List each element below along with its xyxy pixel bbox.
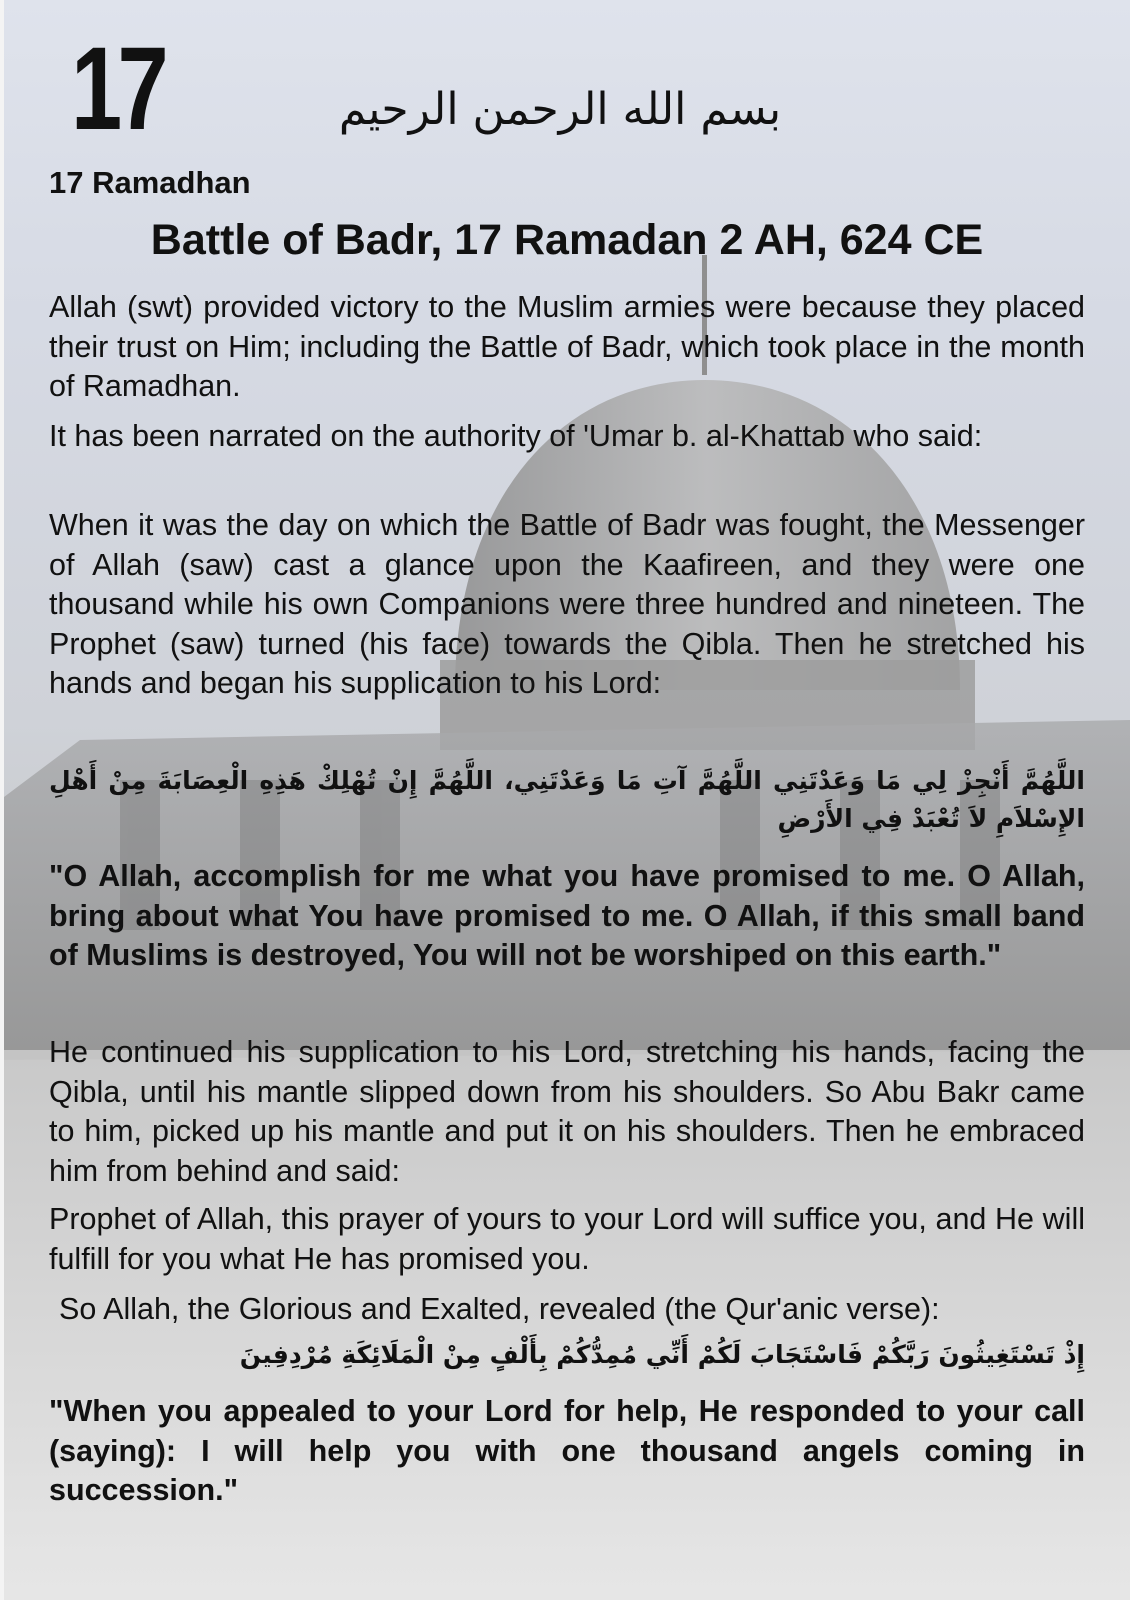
page-title: Battle of Badr, 17 Ramadan 2 AH, 624 CE (150, 216, 984, 264)
arabic-supplication: اللَّهُمَّ أَنْجِزْ لِي مَا وَعَدْتَنِي اللَّهُمَّ آتِ مَا وَعَدْتَنِي، اللَّهُمَّ إِنْ تُهْلِكْ هَذِهِ الْعِصَابَةَ مِنْ أَهْلِ الإِسْلاَمِ لاَ تُعْبَدْ فِي الأَرْضِ (49, 766, 1085, 833)
arabic-quranic-verse: إِذْ تَسْتَغِيثُونَ رَبَّكُمْ فَاسْتَجَابَ لَكُمْ أَنِّي مُمِدُّكُمْ بِأَلْفٍ مِنْ الْمَلَائِكَةِ مُرْدِفِينَ (239, 1340, 1085, 1369)
paragraph-narration: It has been narrated on the authority of 'Umar b. al-Khattab who said: (49, 419, 983, 453)
paragraph-badr-account: When it was the day on which the Battle of Badr was fought, the Messenger of Allah (saw) cast a glance upon the Kaafireen, and they were one thousand while his own Companions were three hundred and nineteen. The Prophet (saw) turned (his face) towards the Qibla. Then he stretched his hands and began his supplication to his Lord: (49, 508, 1085, 700)
paragraph-mantle: He continued his supplication to his Lord, stretching his hands, facing the Qibla, until his mantle slipped down from his shoulders. So Abu Bakr came to him, picked up his mantle and put it on his shoulders. Then he embraced him from behind and said: (49, 1035, 1085, 1188)
bismillah-heading: بسم الله الرحمن الرحيم (338, 84, 782, 135)
paragraph-abu-bakr: Prophet of Allah, this prayer of yours to your Lord will suffice you, and He will fulfill for you what He has promised you. (49, 1202, 1085, 1276)
verse-translation: "When you appealed to your Lord for help, He responded to your call (saying): I will help you with one thousand angels coming in succession." (49, 1394, 1085, 1507)
day-label: 17 Ramadhan (49, 165, 251, 200)
left-margin-strip (0, 0, 4, 1600)
paragraph-intro: Allah (swt) provided victory to the Muslim armies were because they placed their trust on Him; including the Battle of Badr, which took place in the month of Ramadhan. (49, 290, 1085, 403)
paragraph-revelation: So Allah, the Glorious and Exalted, revealed (the Qur'anic verse): (59, 1292, 940, 1326)
supplication-translation: "O Allah, accomplish for me what you have promised to me. O Allah, bring about what You have promised to me. O Allah, if this small band of Muslims is destroyed, You will not be worshiped on this earth." (49, 859, 1085, 972)
day-number: 17 (71, 23, 165, 155)
